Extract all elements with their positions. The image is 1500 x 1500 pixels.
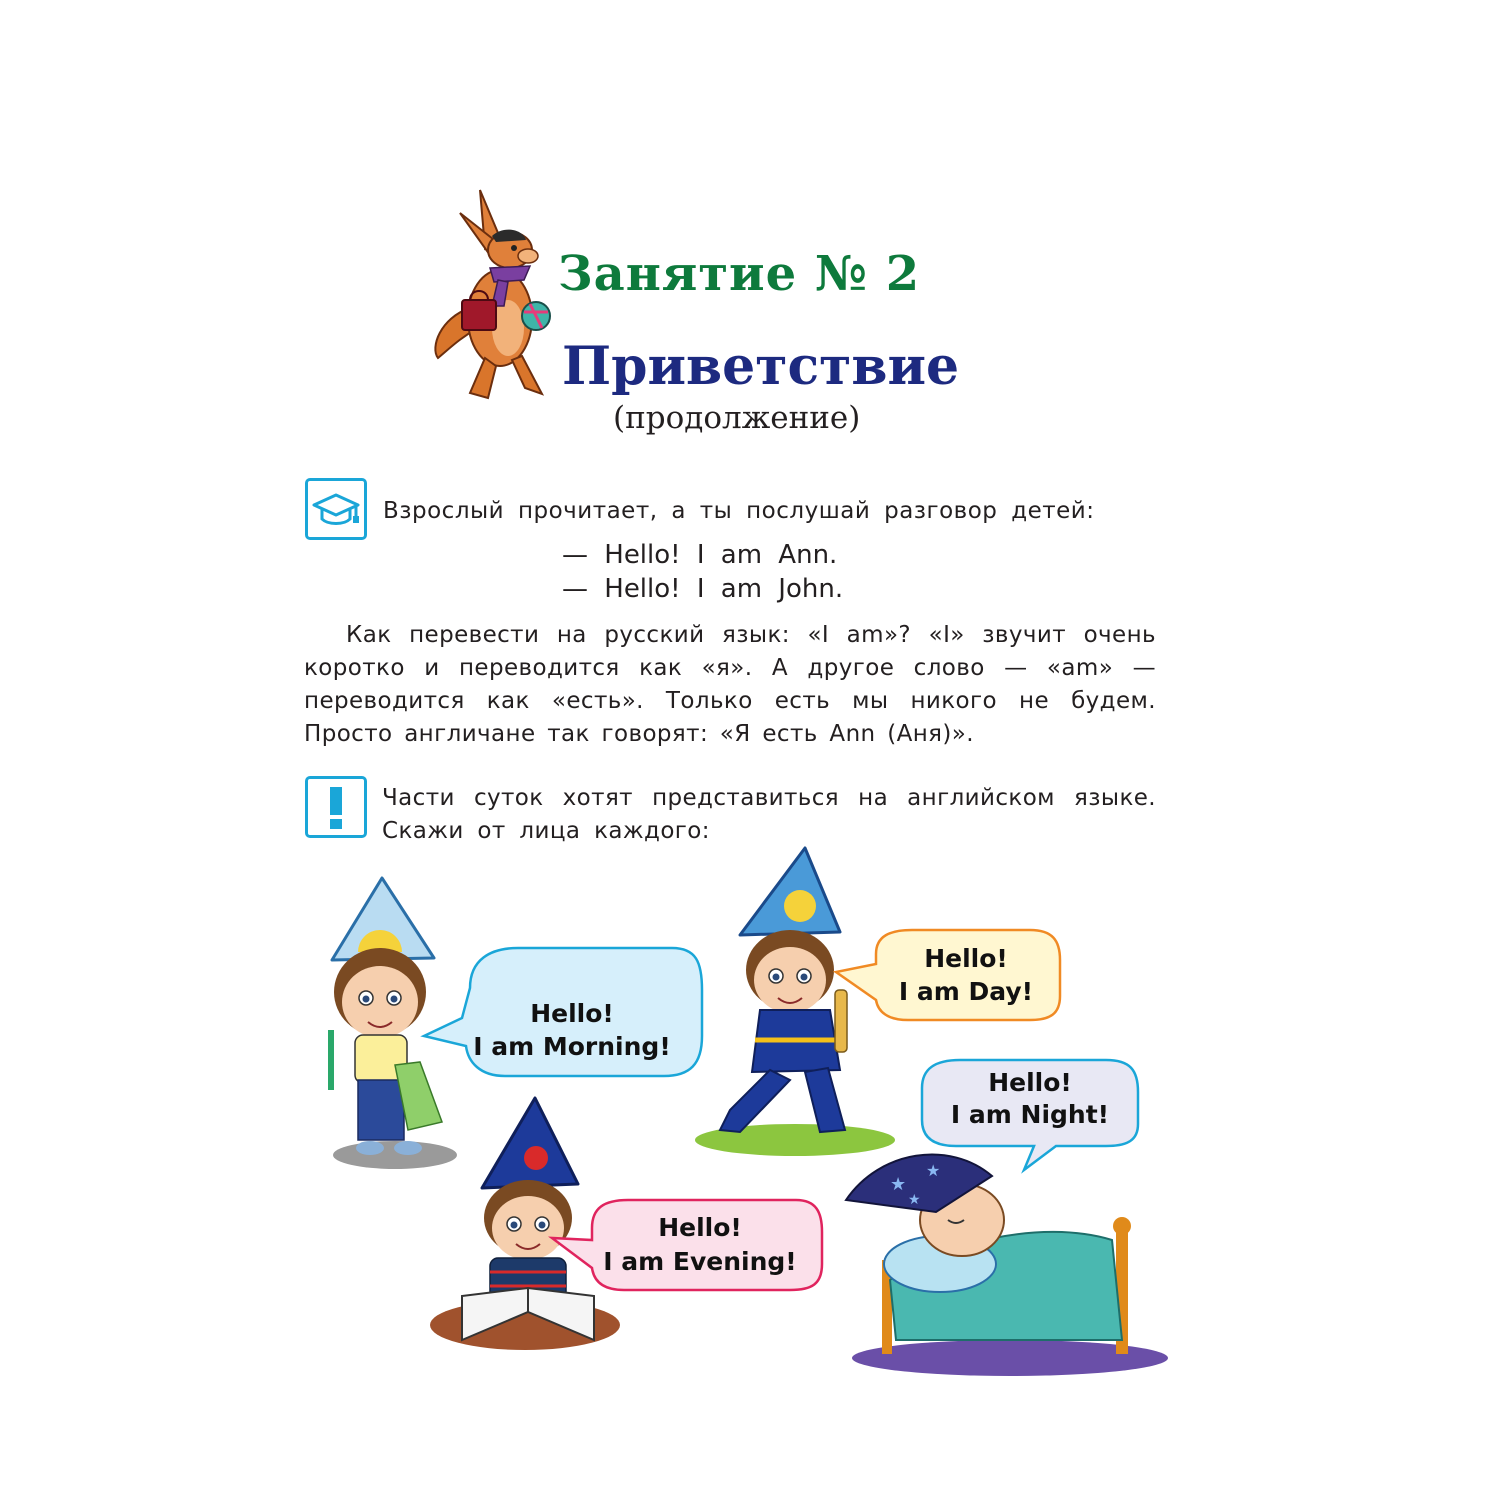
evening-bubble-line2: I am Evening! (603, 1247, 797, 1276)
explanation-text: Как перевести на русский язык: «I am»? «I» звучит очень коротко и переводится как «я». А другое слово — «am» — переводится как «есть». Только есть мы никого не будем. Просто англичане так говорят: «Я есть Ann (Аня)». (304, 622, 1156, 747)
dialog-line-ann: — Hello! I am Ann. (562, 540, 838, 570)
morning-bubble-line2: I am Morning! (473, 1032, 671, 1061)
star-icon: ★ (926, 1161, 941, 1180)
explanation-paragraph (304, 619, 1156, 751)
topic-title: Приветствие (562, 336, 960, 397)
task2-line2: Скажи от лица каждого: (382, 818, 710, 844)
day-speech-bubble (836, 930, 1060, 1020)
night-bubble-line1: Hello! (988, 1068, 1072, 1097)
night-bubble-line2: I am Night! (950, 1100, 1110, 1129)
morning-bubble-line1: Hello! (530, 999, 614, 1028)
night-sleeping-boy (846, 1154, 1168, 1376)
evening-bubble-line1: Hello! (658, 1213, 742, 1242)
graduation-cap-icon (305, 478, 367, 540)
day-bubble-line2: I am Day! (898, 977, 1034, 1006)
task2-line1: Части суток хотят представиться на английском языке. (382, 785, 1156, 811)
task2-instruction (382, 782, 1156, 848)
dialog-line-john: — Hello! I am John. (562, 574, 844, 604)
lesson-title: Занятие № 2 (558, 246, 921, 302)
task1-instruction: Взрослый прочитает, а ты послушай разговор детей: (383, 498, 1095, 524)
kangaroo-illustration (430, 188, 560, 406)
star-icon: ★ (908, 1192, 921, 1208)
times-of-day-illustration (300, 840, 1180, 1380)
topic-subtitle: (продолжение) (613, 400, 861, 436)
evening-speech-bubble (552, 1200, 822, 1290)
day-boy (695, 848, 895, 1156)
morning-boy (328, 878, 457, 1169)
exclamation-icon (305, 776, 367, 838)
night-speech-bubble (922, 1060, 1138, 1170)
star-icon: ★ (890, 1174, 907, 1195)
morning-speech-bubble (424, 948, 702, 1076)
day-bubble-line1: Hello! (924, 944, 1008, 973)
